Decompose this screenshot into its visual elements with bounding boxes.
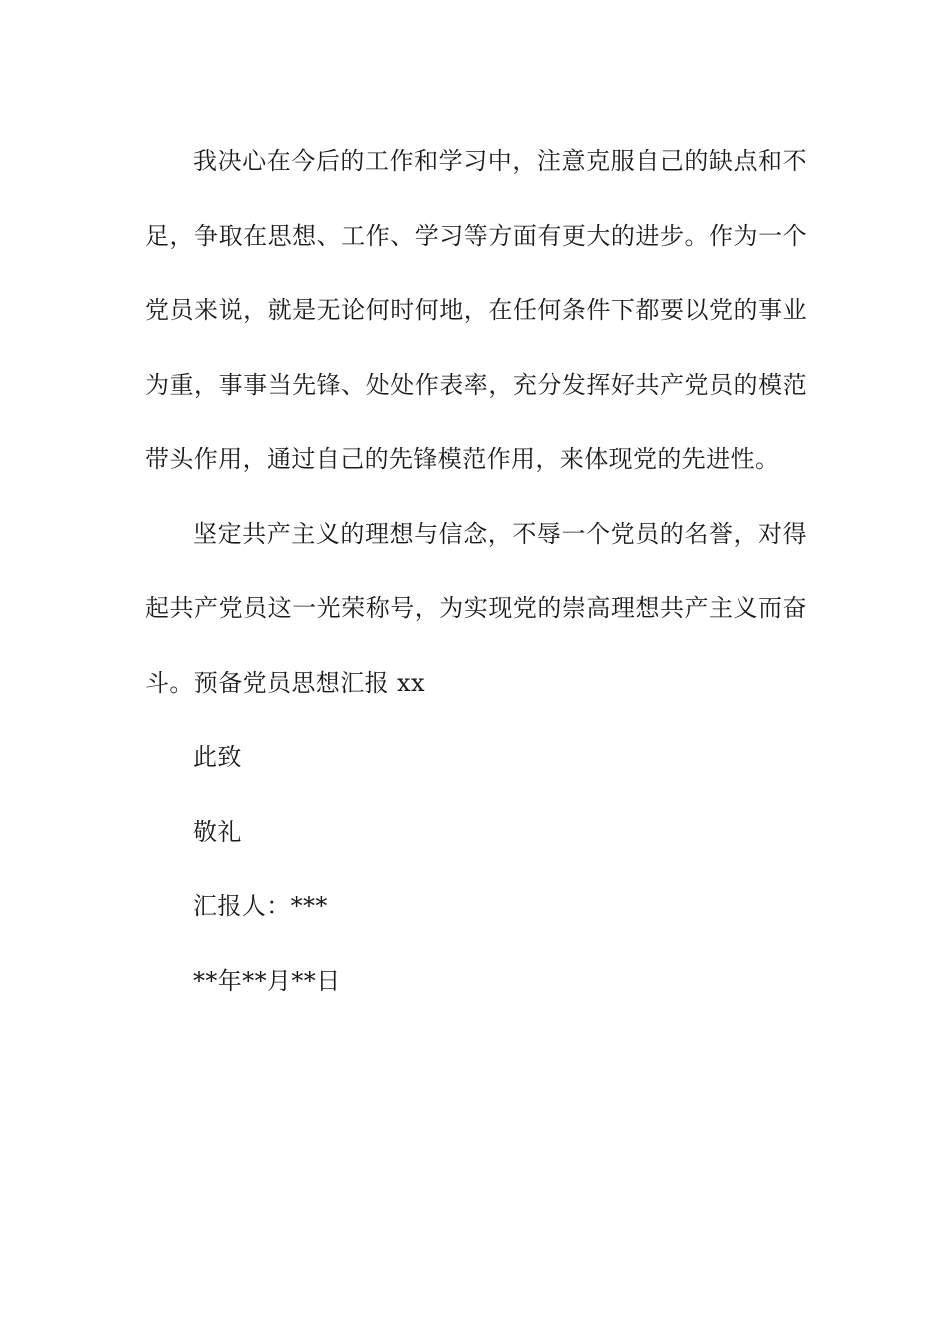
closing-salutation-1: 此致 xyxy=(193,743,242,771)
reporter-line: 汇报人：*** xyxy=(193,892,328,920)
paragraph-2: 坚定共产主义的理想与信念，不辱一个党员的名誉，对得起共产党员这一光荣称号，为实现党的崇高理想共产主义而奋斗。预备党员思想汇报 xx xyxy=(145,519,807,697)
closing-salutation-2: 敬礼 xyxy=(193,817,242,846)
paragraph-1: 我决心在今后的工作和学习中，注意克服自己的缺点和不足，争取在思想、工作、学习等方面有更大的进步。作为一个党员来说，就是无论何时何地，在任何条件下都要以党的事业为重，事事当先锋、处处作表率，充分发挥好共产党员的模范带头作用，通过自己的先锋模范作用，来体现党的先进性。 xyxy=(145,147,807,473)
document-body xyxy=(145,124,807,1018)
date-line: **年**月**日 xyxy=(193,966,341,995)
